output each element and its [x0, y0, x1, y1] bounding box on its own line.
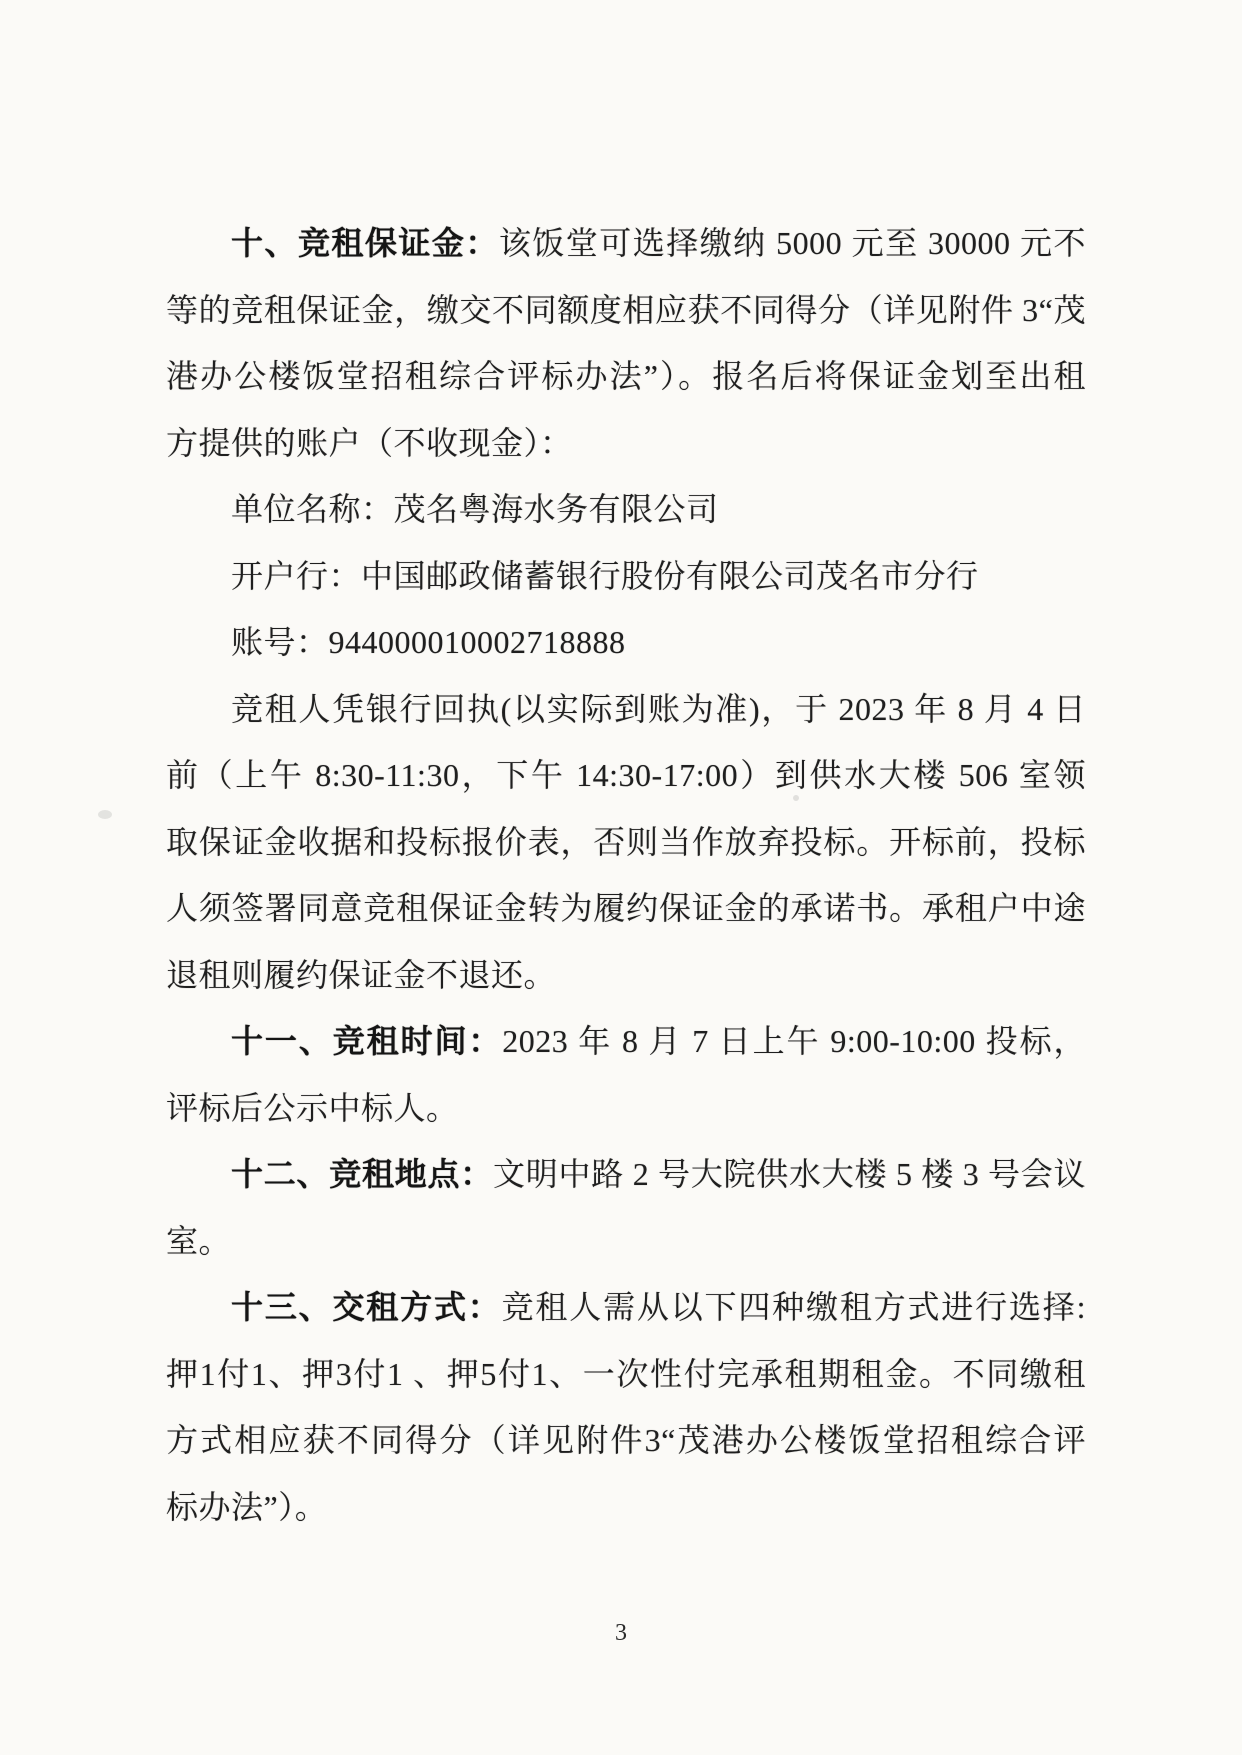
text-line	[166, 609, 1086, 676]
line-text: 取保证金收据和投标报价表，否则当作放弃投标。开标前，投标	[166, 823, 1086, 860]
line-text: 单位名称：茂名粤海水务有限公司	[231, 491, 719, 527]
line-text: 标办法”）。	[166, 1488, 328, 1525]
section-heading: 十二、竞租地点：	[231, 1156, 493, 1192]
text-line	[166, 277, 1086, 344]
line-text: 该饭堂可选择缴纳 5000 元至 30000 元不	[498, 225, 1086, 261]
text-line	[166, 543, 1086, 610]
text-line	[166, 343, 1086, 410]
line-text: 方提供的账户（不收现金）：	[166, 424, 573, 461]
line-text: 开户行：中国邮政储蓄银行股份有限公司茂名市分行	[231, 557, 979, 594]
scan-artifact	[98, 810, 112, 819]
line-text: 人须签署同意竞租保证金转为履约保证金的承诺书。承租户中途	[166, 890, 1086, 926]
line-text: 前（上午 8:30-11:30，下午 14:30-17:00）到供水大楼 506 室领	[166, 757, 1086, 793]
section-paragraph-line	[166, 1008, 1086, 1075]
section-heading: 十一、竞租时间：	[231, 1023, 503, 1059]
text-line	[166, 809, 1086, 876]
line-text: 文明中路 2 号大院供水大楼 5 楼 3 号会议	[493, 1156, 1086, 1192]
text-line	[166, 1075, 1086, 1142]
line-text: 方式相应获不同得分（详见附件3“茂港办公楼饭堂招租综合评	[166, 1422, 1086, 1458]
text-line	[166, 410, 1086, 477]
text-line	[166, 1341, 1086, 1408]
line-text: 2023 年 8 月 7 日上午 9:00-10:00 投标，	[502, 1023, 1086, 1059]
line-text: 港办公楼饭堂招租综合评标办法”）。报名后将保证金划至出租	[166, 358, 1086, 394]
text-line	[166, 676, 1086, 743]
line-text: 退租则履约保证金不退还。	[166, 956, 557, 993]
line-text: 竞租人需从以下四种缴租方式进行选择:	[501, 1289, 1086, 1325]
section-heading: 十、竞租保证金：	[231, 225, 499, 261]
line-text: 室。	[166, 1222, 232, 1259]
section-paragraph-line	[166, 1274, 1086, 1341]
line-text: 评标后公示中标人。	[166, 1089, 459, 1126]
line-text: 竞租人凭银行回执(以实际到账为准)，于 2023 年 8 月 4 日	[231, 690, 1086, 727]
text-line	[166, 1407, 1086, 1474]
scan-artifact	[793, 795, 799, 801]
document-body	[166, 210, 1086, 1540]
text-line	[166, 942, 1086, 1009]
line-text: 等的竞租保证金，缴交不同额度相应获不同得分（详见附件 3“茂	[166, 291, 1086, 328]
text-line	[166, 1474, 1086, 1541]
section-heading: 十三、交租方式：	[231, 1289, 502, 1325]
text-line	[166, 1208, 1086, 1275]
page-number: 3	[615, 1620, 627, 1646]
text-line	[166, 476, 1086, 543]
line-text: 账号：944000010002718888	[231, 624, 626, 660]
section-paragraph-line	[166, 210, 1086, 277]
section-paragraph-line	[166, 1141, 1086, 1208]
text-line	[166, 875, 1086, 942]
line-text: 押1付1、押3付1 、押5付1、一次性付完承租期租金。不同缴租	[166, 1355, 1086, 1392]
text-line	[166, 742, 1086, 809]
